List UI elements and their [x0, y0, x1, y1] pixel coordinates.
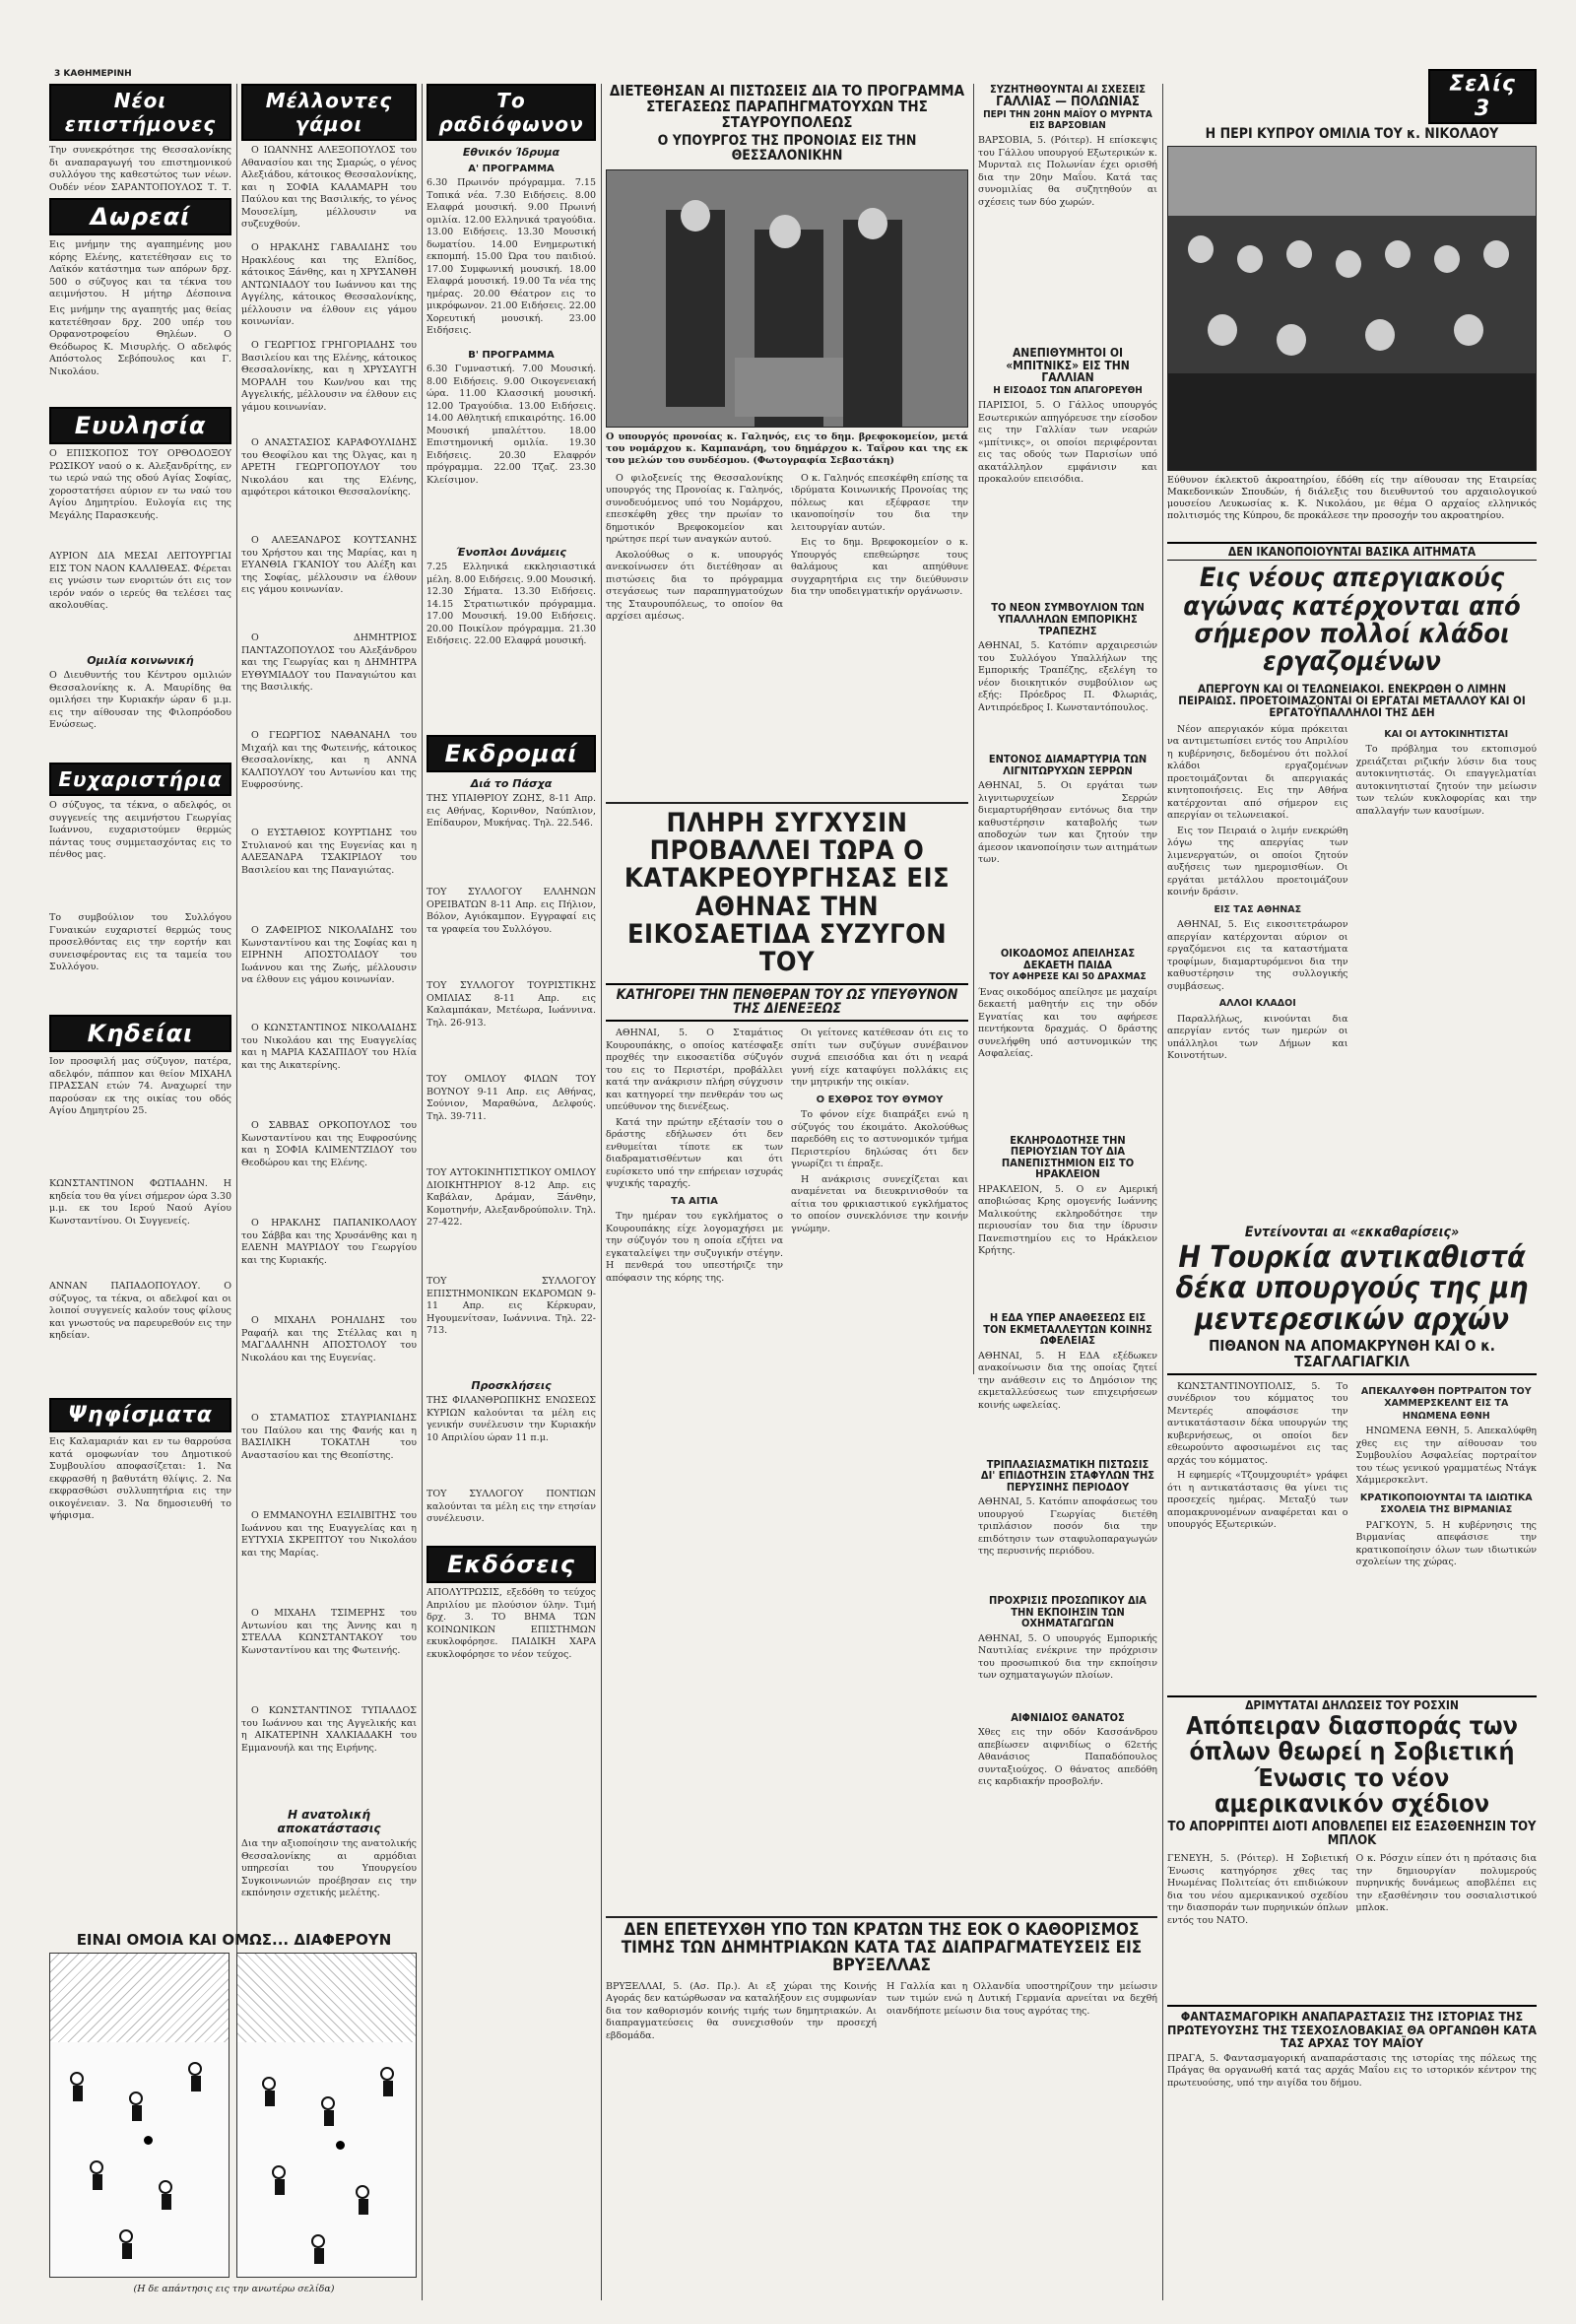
- subheading: Ένοπλοι Δυνάμεις: [456, 546, 566, 559]
- article-text: ΒΡΥΞΕΛΛΑΙ, 5. (Ασ. Πρ.). Αι εξ χώραι της Κοινής Αγοράς δεν κατώρθωσαν να καταλήξουν εις συμφωνίαν δια τον καθορισμόν κοινής τιμής των δημητριακών. Αι διαπραγματεύσεις θα συνεχισθούν την προσεχή εβδομάδα.: [606, 1980, 877, 2041]
- article-text: Ένας οικοδόμος απείλησε με μαχαίρι δεκαετή μαθητήν εις την οδόν Εγνατίας και του αφήρεσε πεντήκοντα δραχμάς. Ο δράστης συνελήφθη υπό αστυνομικών της Ασφαλείας.: [978, 986, 1157, 1060]
- section-heading: Ψηφίσματα: [49, 1398, 231, 1432]
- excursion-item: ΤΗΣ ΥΠΑΙΘΡΙΟΥ ΖΩΗΣ, 8-11 Απρ. εις Αθήνας, Κορινθον, Ναύπλιον, Επίδαυρον, Μυκήνας. Τηλ. 22.546.: [427, 793, 596, 829]
- excursion-item: ΤΟΥ ΣΥΛΛΟΓΟΥ ΤΟΥΡΙΣΤΙΚΗΣ ΟΜΙΛΙΑΣ 8-11 Απρ. εις Καλαμπάκαν, Μετέωρα, Ιωάννινα. Τηλ. 26-913.: [427, 980, 596, 1029]
- excursion-item: ΤΟΥ ΣΥΛΛΟΓΟΥ ΕΛΛΗΝΩΝ ΟΡΕΙΒΑΤΩΝ 8-11 Απρ. εις Πήλιον, Βόλον, Αγιόκαμπον. Εγγραφαί εις τα γραφεία του Συλλόγου.: [427, 887, 596, 935]
- article-columns: [606, 1981, 1157, 2306]
- article-text: Ο σύζυγος, τα τέκνα, ο αδελφός, οι συγγενείς της αειμνήστου Γεωργίας Ιωάννου, ευχαριστούμεν θερμώς πάντας τους συμμετασχόντας εις το πένθος μας.: [49, 800, 231, 860]
- article-text: Η Γαλλία και η Ολλανδία υποστηρίζουν την μείωσιν των τιμών ενώ η Δυτική Γερμανία αρνείται να δεχθή οιανδήποτε μείωσιν δια τους αγρότας της.: [886, 1980, 1157, 2017]
- headline-sub: ΠΙΘΑΝΟΝ ΝΑ ΑΠΟΜΑΚΡΥΝΘΗ ΚΑΙ Ο κ. ΤΣΑΓΛΑΓΙΑΓΚΙΛ: [1167, 1339, 1537, 1375]
- photo-minister-visit: [606, 169, 968, 428]
- article-text: Νέον απεργιακόν κύμα πρόκειται να αντιμετωπίσει εντός του Απριλίου η κυβέρνησις, δεδομένου ότι πολλοί κλάδοι εργαζομένων προετοιμάζονται δι απεργιακάς κινητοποιήσεις. Εις την Αθήνα κατέρχονται από σήμερον εις απεργίαν οι τελωνειακοί. Εις τον Πειραιά ο λιμήν ενεκρώθη λόγω της απεργίας των λιμενεργατών, οι οποίοι ζητούν αυξήσεις των ημερομισθίων. Οι εργάται μετάλλου προετοιμάζουν κοινήν δράσιν. ΕΙΣ ΤΑΣ ΑΘΗΝΑΣ ΑΘΗΝΑΙ, 5. Εις εικοσιτετράωρον απεργίαν κατέρχονται αύριον οι εργαζόμενοι εις τα καταστήματα τροφίμων, διαμαρτυρόμενοι δια την καθυστέρησιν της συλλογικής συμβάσεως. ΑΛΛΟΙ ΚΛΑΔΟΙ Παραλλήλως, κινούνται δια απεργίαν εντός των ημερών οι υπάλληλοι των Δήμων και Κοινοτήτων.: [1167, 723, 1348, 1062]
- article-columns: [1167, 1853, 1537, 2001]
- notice: Ο ΙΩΑΝΝΗΣ ΑΛΕΞΟΠΟΥΛΟΣ του Αθανασίου και της Σμαρώς, ο γένος Αλεξιάδου, κάτοικος Θεσσαλονίκης, και η ΣΟΦΙΑ ΚΑΛΑΜΑΡΗ του Παύλου και της Βασιλικής, το γένος Μουσελίμη, μέλλουσιν να συζευχθούν.: [241, 145, 417, 230]
- notice: Ο ΕΜΜΑΝΟΥΗΛ ΕΞΙΛΙΒΙΤΗΣ του Ιωάννου και της Ευαγγελίας και η ΕΥΤΥΧΙΑ ΣΚΡΕΠΤΟΥ του Νικολάου και της Μαρίας.: [241, 1510, 417, 1559]
- article-text: ΚΩΝΣΤΑΝΤΙΝΟΥΠΟΛΙΣ, 5. Το συνέδριον του κόμματος του Μεντερές αποφάσισε την αντικατάστασιν δέκα υπουργών της κυβερνήσεως, οι οποίοι δεν εθεωρούντο αφοσιωμένοι εις τας αρχάς του κόμματος. Η εφημερίς «Τζουμχουριέτ» γράφει ότι η αντικατάστασις θα γίνει τις προσεχείς ημέρας. Μεταξύ των απομακρυνομένων αναφέρεται και ο υπουργός Εξωτερικών.: [1167, 1380, 1348, 1531]
- column-rule: [601, 84, 602, 2300]
- headline: ΕΝΤΟΝΟΣ ΔΙΑΜΑΡΤΥΡΙΑ ΤΩΝ ΛΙΓΝΙΤΩΡΥΧΩΝ ΣΕΡΡΩΝ: [988, 753, 1148, 777]
- notice: Ο ΣΤΑΜΑΤΙΟΣ ΣΤΑΥΡΙΑΝΙΔΗΣ του Παύλου και της Φανής και η ΒΑΣΙΛΙΚΗ ΤΟΚΑΤΛΗ του Αναστασίου και της Θεοπίστης.: [241, 1413, 417, 1461]
- section-heading: Μέλλοντες γάμοι: [241, 84, 417, 141]
- section-heading: Εκδόσεις: [427, 1546, 596, 1583]
- article-text: Ο ΕΠΙΣΚΟΠΟΣ ΤΟΥ ΟΡΘΟΔΟΞΟΥ ΡΩΣΙΚΟΥ ναού ο κ. Αλεξανδρίτης, εν τω ιερώ ναώ της οδού Αγίας Σοφίας, χοροστατήσει αύριον εν τω ναώ του Αγίου Δημητρίου. Ευλογία εις της Μεγάλης Παρασκευής.: [49, 448, 231, 521]
- section-heading: Κηδείαι: [49, 1015, 231, 1052]
- column-rule: [1162, 84, 1163, 2300]
- article-text: Χθες εις την οδόν Κασσάνδρου απεβίωσεν αιφνιδίως ο 62ετής Αθανάσιος Παπαδόπουλος συνταξιούχος. Ο θάνατος απεδόθη εις καρδιακήν προσβολήν.: [978, 1727, 1157, 1788]
- article-text: ΑΝΝΑΝ ΠΑΠΑΔΟΠΟΥΛΟΥ. Ο σύζυγος, τα τέκνα, οι αδελφοί και οι λοιποί συγγενείς καλούν τους φίλους και γνωστούς να παρευρεθούν εις την κηδείαν.: [49, 1281, 231, 1341]
- notice: Ο ΚΩΝΣΤΑΝΤΙΝΟΣ ΝΙΚΟΛΑΙΔΗΣ του Νικολάου και της Ευαγγελίας και η ΜΑΡΙΑ ΚΑΣΑΠΙΔΟΥ του Ηλία και της Αικατερίνης.: [241, 1023, 417, 1071]
- headline-main: ΠΛΗΡΗ ΣΥΓΧΥΣΙΝ ΠΡΟΒΑΛΛΕΙ ΤΩΡΑ Ο ΚΑΤΑΚΡΕΟΥΡΓΗΣΑΣ ΕΙΣ ΑΘΗΝΑΣ ΤΗΝ ΕΙΚΟΣΑΕΤΙΔΑ ΣΥΖΥΓΟΝ ΤΟΥ: [624, 807, 951, 978]
- article-text: Ο Διευθυντής του Κέντρου ομιλιών Θεσσαλονίκης κ. Α. Μαυρίδης θα ομιλήσει την Κυριακήν ώραν 6 μ.μ. εις την αίθουσαν της Φιλοπρόοδου Ενώσεως.: [49, 670, 231, 730]
- article-text: Την συνεκρότησε της Θεσσαλονίκης δι αναπαραγωγή του επιστημονικού συλλόγου της καθεστώτος των νέων. Ουδέν νέον ΣΑΡΑΝΤΟΠΟΥΛΟΣ Τ. Τ.: [49, 145, 231, 193]
- section-heading: Δωρεαί: [49, 198, 231, 235]
- headline-sub: ΤΟ ΑΠΟΡΡΙΠΤΕΙ ΔΙΟΤΙ ΑΠΟΒΛΕΠΕΙ ΕΙΣ ΕΞΑΣΘΕΝΗΣΙΝ ΤΟΥ ΜΠΛΟΚ: [1167, 1820, 1537, 1848]
- article-text: ΑΘΗΝΑΙ, 5. Ο υπουργός Εμπορικής Ναυτιλίας ενέκρινε την πρόχρισιν του προσωπικού δια την εκποίησιν των οχηματαγωγών πλοίων.: [978, 1632, 1157, 1682]
- article-text: ΚΩΝΣΤΑΝΤΙΝΟΝ ΦΩΤΙΑΔΗΝ. Η κηδεία του θα γίνει σήμερον ώρα 3.30 μ.μ. εκ του Ιερού Ναού Αγίου Κωνσταντίνου. Οι Συγγενείς.: [49, 1178, 231, 1227]
- subheading: Εθνικόν Ίδρυμα: [462, 146, 560, 159]
- column-3: [427, 84, 596, 2300]
- column-2: [241, 84, 417, 1921]
- article-text: ΑΘΗΝΑΙ, 5. Ο Σταμάτιος Κουρουπάκης, ο οποίος κατέσφαξε προχθές την εικοσαετίδα σύζυγόν του εις το Περιστέρι, προβάλλει κατά την ανάκρισιν πλήρη σύγχυσιν και κατηγορεί την πενθεράν του ως υπεύθυνον της διενέξεως. Κατά την πρώτην εξέτασίν του ο δράστης εδήλωσεν ότι δεν ενθυμείται τίποτε εκ των διαδραματισθέντων και ότι ευρίσκετο υπό την επήρειαν ισχυράς ψυχικής ταραχής. ΤΑ ΑΙΤΙΑ Την ημέραν του εγκλήματος ο Κουρουπάκης είχε λογομαχήσει με την σύζυγόν του η οποία εζήτει να εγκαταλείψει την συζυγικήν στέγην. Η πενθερά του υπεστήριζε την απόφασιν της κόρης της.: [606, 1028, 783, 1284]
- radio-schedule: 6.30 Πρωινόν πρόγραμμα. 7.15 Τοπικά νέα. 7.30 Ειδήσεις. 8.00 Ελαφρά μουσική. 9.00 Πρωινή ομιλία. 12.00 Ελληνικά τραγούδια. 13.00 Ειδήσεις. 13.30 Μουσική δωματίου. 14.00 Ενημερωτική εκπομπή. 15.00 Ώρα του παιδιού. 17.00 Συμφωνική μουσική. 18.00 Ελαφρά μουσική. 19.00 Τα νέα της ημέρας. 20.00 Θέατρον εις το μικρόφωνον. 21.00 Ειδήσεις. 22.00 Χορευτική μουσική. 23.00 Ειδήσεις.: [427, 177, 596, 336]
- section-heading: Εκδρομαί: [427, 735, 596, 772]
- notice: Ο ΓΕΩΡΓΙΟΣ ΓΡΗΓΟΡΙΑΔΗΣ του Βασιλείου και της Ελένης, κάτοικος Θεσσαλονίκης, και η ΧΡΥΣΑΥΓΗ ΜΟΡΑΛΗ του Κων/νου και της Αγγελικής, μέλλουσιν να έλθουν εις γάμου κοινωνίαν.: [241, 340, 417, 413]
- article-text: Ο φιλοξενείς της Θεσσαλονίκης υπουργός της Προνοίας κ. Γαληνός, συνοδευόμενος υπό του Νομάρχου, επεσκέφθη χθες την πρωίαν το δημοτικόν Βρεφοκομείον και ηρώτησε περί των αναγκών αυτού. Ακολούθως ο κ. υπουργός ανεκοίνωσεν ότι διετέθησαν αι πιστώσεις δια το πρόγραμμα στεγάσεως των παραπηγματούχων της Σταυρουπόλεως, το οποίον θα αρχίσει αμέσως.: [606, 472, 783, 623]
- article-text: ΗΡΑΚΛΕΙΟΝ, 5. Ο εν Αμερική αποβιώσας Κρης ομογενής Ιωάννης Μαλικούτης εκληροδότησε την περιουσίαν του δια την ίδρυσιν Πανεπιστημίου εις το Ηράκλειον Κρήτης.: [978, 1183, 1157, 1257]
- notices-list: [241, 145, 417, 1803]
- headline-sub: ΤΟΥ ΑΦΗΡΕΣΕ ΚΑΙ 50 ΔΡΑΧΜΑΣ: [989, 971, 1147, 983]
- section-heading: Το ραδιόφωνον: [427, 84, 596, 141]
- photo-caption: Εύθυνον έκλεκτοῦ ἀκροατηρίου, έδόθη είς την αίθουσαν της Εταιρείας Μακεδονικών Σπουδών, ή διάλεξις του διευθυντού του αρχαιολογικού μουσείου Λευκωσίας κ. Κ. Νικολάου, με θέμα Ο αρχαίος ελληνικός πολιτισμός της Κύπρου, δε προκάλεσε την προσοχήν του ακροατηρίου.: [1167, 474, 1537, 521]
- cartoon-caption: (Η δε απάντησις εις την ανωτέρω σελίδα): [133, 2284, 335, 2294]
- headline: ΠΡΟΧΡΙΣΙΣ ΠΡΟΣΩΠΙΚΟΥ ΔΙΑ ΤΗΝ ΕΚΠΟΙΗΣΙΝ ΤΩΝ ΟΧΗΜΑΤΑΓΩΓΩΝ: [989, 1594, 1147, 1630]
- article-text: ΑΘΗΝΑΙ, 5. Η ΕΔΑ εξέδωκεν ανακοίνωσιν δια της οποίας ζητεί την ανάθεσιν εις το Δημόσιον της εκμεταλλεύσεως των επιχειρήσεων κοινής ωφελείας.: [978, 1350, 1157, 1411]
- article-text: Ιον προσφιλή μας σύζυγον, πατέρα, αδελφόν, πάππον και θείον ΜΙΧΑΗΛ ΠΡΑΣΣΑΝ ετών 74. Αναχωρεί την παρούσαν εκ της οικίας του οδός Αγίου Δημητρίου 25.: [49, 1056, 231, 1116]
- headline: ΦΑΝΤΑΣΜΑΓΟΡΙΚΗ ΑΝΑΠΑΡΑΣΤΑΣΙΣ ΤΗΣ ΙΣΤΟΡΙΑΣ ΤΗΣ ΠΡΩΤΕΥΟΥΣΗΣ ΤΗΣ ΤΣΕΧΟΣΛΟΒΑΚΙΑΣ ΘΑ ΟΡΓΑΝΩΘΗ ΚΑΤΑ ΤΑΣ ΑΡΧΑΣ ΤΟΥ ΜΑΪΟΥ: [1167, 2005, 1537, 2048]
- notice: Ο ΗΡΑΚΛΗΣ ΠΑΠΑΝΙΚΟΛΑΟΥ του Σάββα και της Χρυσάνθης και η ΕΛΕΝΗ ΜΑΥΡΙΔΟΥ του Γεωργίου και της Κυριακής.: [241, 1218, 417, 1266]
- headline: ΤΡΙΠΛΑΣΙΑΣΜΑΤΙΚΗ ΠΙΣΤΩΣΙΣ ΔΙ' ΕΠΙΔΟΤΗΣΙΝ ΣΤΑΦΥΛΩΝ ΤΗΣ ΠΕΡΥΣΙΝΗΣ ΠΕΡΙΟΔΟΥ: [980, 1457, 1155, 1494]
- article-text: ΠΑΡΙΣΙΟΙ, 5. Ο Γάλλος υπουργός Εσωτερικών απηγόρευσε την είσοδον εις την Γαλλίαν των νεαρών «μπίτνικς», οι οποίοι περιφέρονται εις τας οδούς των Παρισίων υπό ακατάλληλον εμφάνισιν και προκαλούν επεισόδια.: [978, 400, 1157, 486]
- bottom-article: [606, 1916, 1157, 2306]
- cartoon-panel-right: [236, 1953, 417, 2278]
- excursion-item: ΤΟΥ ΑΥΤΟΚΙΝΗΤΙΣΤΙΚΟΥ ΟΜΙΛΟΥ ΔΙΟΙΚΗΤΗΡΙΟΥ 8-12 Απρ. εις Καβάλαν, Δράμαν, Ξάνθην, Κομοτηνήν, Αλεξανδρούπολιν. Τηλ. 27-422.: [427, 1167, 596, 1228]
- notice: Ο ΔΗΜΗΤΡΙΟΣ ΠΑΝΤΑΖΟΠΟΥΛΟΣ του Αλεξάνδρου και της Γεωργίας και η ΔΗΜΗΤΡΑ ΕΥΘΥΜΙΑΔΟΥ του Παναγιώτου και της Βασιλικής.: [241, 632, 417, 693]
- article-text: Ο κ. Ρόσχιν είπεν ότι η πρότασις δια την δημιουργίαν πολυμερούς πυρηνικής δυνάμεως αποβλέπει εις την εξασθένησιν του σοσιαλιστικού μπλοκ.: [1355, 1853, 1537, 1914]
- ball-icon: [144, 2136, 153, 2145]
- article-text: Οι γείτονες κατέθεσαν ότι εις το σπίτι των συζύγων συνέβαινον συχνά επεισόδια και ότι η νεαρά γυνή είχε καταφύγει πολλάκις εις την μητρικήν της οικίαν. Ο ΕΧΘΡΟΣ ΤΟΥ ΘΥΜΟΥ Το φόνον είχε διαπράξει ενώ η σύζυγός του έκοιμάτο. Ακολούθως παρεδόθη εις το αστυνομικόν τμήμα Περιστερίου δηλώσας ότι δεν γνωρίζει τι έπραξε. Η ανάκρισις συνεχίζεται και αναμένεται να διευκρινισθούν τα αίτια του φρικιαστικού εγκλήματος το οποίον συνεκλόνισε την κοινήν γνώμην.: [791, 1028, 968, 1234]
- program-heading: Β' ΠΡΟΓΡΑΜΜΑ: [468, 350, 555, 361]
- cartoon-panel-left: [49, 1953, 230, 2278]
- column-1: [49, 84, 231, 1921]
- article-columns: [606, 1028, 968, 1550]
- section-heading: Νέοι επιστήμονες: [49, 84, 231, 141]
- article-text: ΒΑΡΣΟΒΙΑ, 5. (Ρόιτερ). Η επίσκεψις του Γάλλου υπουργού Εξωτερικών κ. Μυρνταλ εις Πολωνίαν έχει ορισθή δια την 20ην Μαΐου. Κατά τας συνομιλίας θα συζητηθούν αι σχέσεις των δύο χωρών.: [978, 135, 1157, 208]
- subheading: Η ανατολική αποκατάστασις: [277, 1808, 381, 1835]
- subheading: Ομιλία κοινωνική: [87, 654, 194, 667]
- excursion-item: ΤΟΥ ΟΜΙΛΟΥ ΦΙΛΩΝ ΤΟΥ ΒΟΥΝΟΥ 9-11 Απρ. εις Αθήνας, Σούνιον, Μαραθώνα, Δελφούς. Τηλ. 39-711.: [427, 1074, 596, 1122]
- article-text: Δια την αξιοποίησιν της ανατολικής Θεσσαλονίκης αι αρμόδιαι υπηρεσίαι του Υπουργείου Συγκοινωνιών προέβησαν εις την εκπόνησιν σχετικής μελέτης.: [241, 1838, 417, 1898]
- notice: Ο ΣΑΒΒΑΣ ΟΡΚΟΠΟΥΛΟΣ του Κωνσταντίνου και της Ευφροσύνης και η ΣΟΦΙΑ ΚΛΙΜΕΝΤΖΙΔΟΥ του Θεοδώρου και της Ελένης.: [241, 1120, 417, 1168]
- headline-main: Απόπειραν διασποράς των όπλων θεωρεί η Σοβιετική Ένωσις το νέον αμερικανικόν σχέδιον: [1186, 1711, 1518, 1818]
- headline-sub: ΠΕΡΙ ΤΗΝ 20ΗΝ ΜΑΪΟΥ Ο ΜΥΡΝΤΑ ΕΙΣ ΒΑΡΣΟΒΙΑΝ: [983, 109, 1152, 131]
- program-heading: Α' ΠΡΟΓΡΑΜΜΑ: [468, 164, 555, 174]
- column-rule: [422, 84, 423, 2300]
- headline: ΑΙΦΝΙΔΙΟΣ ΘΑΝΑΤΟΣ: [1011, 1710, 1125, 1724]
- article-text: Το συμβούλιον του Συλλόγου Γυναικών ευχαριστεί θερμώς τους προσελθόντας εις την εορτήν και συνεισφέροντας εις τα ταμεία του Συλλόγου.: [49, 912, 231, 972]
- headline: ΕΚΛΗΡΟΔΟΤΗΣΕ ΤΗΝ ΠΕΡΙΟΥΣΙΑΝ ΤΟΥ ΔΙΑ ΠΑΝΕΠΙΣΤΗΜΙΟΝ ΕΙΣ ΤΟ ΗΡΑΚΛΕΙΟΝ: [1001, 1133, 1135, 1181]
- article-text: ΑΘΗΝΑΙ, 5. Οι εργάται των λιγνιτωρυχείων Σερρών διεμαρτυρήθησαν εντόνως δια την καθυστέρησιν καταβολής των αποδοχών των και ζητούν την άμεσον ικανοποίησιν των αιτημάτων των.: [978, 780, 1157, 866]
- headline-sub: ΑΠΕΡΓΟΥΝ ΚΑΙ ΟΙ ΤΕΛΩΝΕΙΑΚΟΙ. ΕΝΕΚΡΩΘΗ Ο ΛΙΜΗΝ ΠΕΙΡΑΙΩΣ. ΠΡΟΕΤΟΙΜΑΖΟΝΤΑΙ ΟΙ ΕΡΓΑΤΑΙ ΜΕΤΑΛΛΟΥ ΚΑΙ ΟΙ ΕΡΓΑΤΟΫΠΑΛΛΗΛΟΙ ΤΗΣ ΔΕΗ: [1178, 681, 1526, 719]
- headline-pre: Εντείνονται αι «εκκαθαρίσεις»: [1244, 1224, 1460, 1240]
- article-text: ΑΠΕΚΑΛΥΦΘΗ ΠΟΡΤΡΑΙΤΟΝ ΤΟΥ ΧΑΜΜΕΡΣΚΕΛΝΤ ΕΙΣ ΤΑ ΗΝΩΜΕΝΑ ΕΘΝΗ ΗΝΩΜΕΝΑ ΕΘΝΗ, 5. Απεκαλύφθη χθες εις την αίθουσαν του Συμβουλίου Ασφαλείας πορτραίτον του τέως γενικού γραμματέως Ντάγκ Χάμμερσκελντ. ΚΡΑΤΙΚΟΠΟΙΟΥΝΤΑΙ ΤΑ ΙΔΙΩΤΙΚΑ ΣΧΟΛΕΙΑ ΤΗΣ ΒΙΡΜΑΝΙΑΣ ΡΑΓΚΟΥΝ, 5. Η κυβέρνησις της Βιρμανίας απεφάσισε την κρατικοποίησιν όλων των ιδιωτικών σχολείων της χώρας.: [1355, 1385, 1537, 1568]
- invitation-item: ΤΟΥ ΣΥΛΛΟΓΟΥ ΠΟΝΤΙΩΝ καλούνται τα μέλη εις την ετησίαν συνέλευσιν.: [427, 1489, 596, 1524]
- headline-pre: ΔΕΝ ΙΚΑΝΟΠΟΙΟΥΝΤΑΙ ΒΑΣΙΚΑ ΑΙΤΗΜΑΤΑ: [1167, 542, 1537, 562]
- headline-sub: Η ΕΙΣΟΔΟΣ ΤΩΝ ΑΠΑΓΟΡΕΥΘΗ: [993, 384, 1143, 396]
- headline: ΓΑΛΛΙΑΣ — ΠΟΛΩΝΙΑΣ: [996, 94, 1140, 109]
- subheading: Προσκλήσεις: [471, 1379, 552, 1392]
- photo-lecture-audience: [1167, 146, 1537, 471]
- notice: Ο ΖΑΦΕΙΡΙΟΣ ΝΙΚΟΛΑΪΔΗΣ του Κωνσταντίνου και της Σοφίας και η ΕΙΡΗΝΗ ΑΠΟΣΤΟΛΙΔΟΥ του Ιωάννου και της Ζωής, μέλλουσιν να έλθουν εις γάμου κοινωνίαν.: [241, 925, 417, 985]
- article-text: ΠΡΑΓΑ, 5. Φαντασμαγορική αναπαράστασις της ιστορίας της πόλεως της Πράγας θα οργανωθή κατά τας αρχάς Μαΐου εις το ιστορικόν κέντρον της πρωτευούσης, υπό την αιγίδα του δήμου.: [1167, 2052, 1537, 2089]
- cartoon-block: [49, 1931, 419, 2305]
- notice: Ο ΜΙΧΑΗΛ ΡΟΗΛΙΔΗΣ του Ραφαήλ και της Στέλλας και η ΜΑΓΔΑΛΗΝΗ ΑΠΟΣΤΟΛΟΥ του Νικολάου και της Ευγενίας.: [241, 1315, 417, 1363]
- excursion-item: ΤΟΥ ΣΥΛΛΟΓΟΥ ΕΠΙΣΤΗΜΟΝΙΚΩΝ ΕΚΔΡΟΜΩΝ 9-11 Απρ. εις Κέρκυραν, Ηγουμενίτσαν, Ιωάννινα. Τηλ. 22-713.: [427, 1276, 596, 1336]
- headline-main: Η Τουρκία αντικαθιστά δέκα υπουργούς της μη μεντερεσικών αρχών: [1175, 1239, 1529, 1337]
- headline-main: Εις νέους απεργιακούς αγώνας κατέρχονται από σήμερον πολλοί κλάδοι εργαζομένων: [1183, 563, 1521, 678]
- notice: Ο ΓΕΩΡΓΙΟΣ ΝΑΘΑΝΑΗΛ του Μιχαήλ και της Φωτεινής, κάτοικος Θεσσαλονίκης, και η ΑΝΝΑ ΚΑΛΠΟΥΛΟΥ του Αντωνίου και της Ευφροσύνης.: [241, 730, 417, 790]
- column-5: [978, 84, 1157, 1906]
- headline: Η ΕΔΑ ΥΠΕΡ ΑΝΑΘΕΣΕΩΣ ΕΙΣ ΤΟΝ ΕΚΜΕΤΑΛΛΕΥΤΩΝ ΚΟΙΝΗΣ ΩΦΕΛΕΙΑΣ: [983, 1310, 1152, 1348]
- headline: ΤΟ ΝΕΟΝ ΣΥΜΒΟΥΛΙΟΝ ΤΩΝ ΥΠΑΛΛΗΛΩΝ ΕΜΠΟΡΙΚΗΣ ΤΡΑΠΕΖΗΣ: [991, 601, 1145, 637]
- headline: Η ΠΕΡΙ ΚΥΠΡΟΥ ΟΜΙΛΙΑ ΤΟΥ κ. ΝΙΚΟΛΑΟΥ: [1205, 126, 1499, 142]
- headline-pre: ΣΥΖΗΤΗΘΟΥΝΤΑΙ ΑΙ ΣΧΕΣΕΙΣ: [989, 84, 1147, 96]
- column-rule: [973, 84, 974, 1374]
- article-text: Εις μνήμην της αγαπημένης μου κόρης Ελένης, κατετέθησαν εις το Λαϊκόν κατάστημα των απόρων δρχ. 500 ο σύζυγος και τα τέκνα του αειμνήστου. Η μήτηρ Δέσποινα: [49, 239, 231, 299]
- headline-sub: ΚΑΤΗΓΟΡΕΙ ΤΗΝ ΠΕΝΘΕΡΑΝ ΤΟΥ ΩΣ ΥΠΕΥΘΥΝΟΝ ΤΗΣ ΔΙΕΝΕΞΕΩΣ: [606, 983, 968, 1022]
- notice: Ο ΕΥΣΤΑΘΙΟΣ ΚΟΥΡΤΙΔΗΣ του Στυλιανού και της Ευγενίας και η ΑΛΕΞΑΝΔΡΑ ΤΣΑΚΙΡΙΔΟΥ του Βασιλείου και της Παναγιώτας.: [241, 828, 417, 876]
- headline: ΔΙΕΤΕΘΗΣΑΝ ΑΙ ΠΙΣΤΩΣΕΙΣ ΔΙΑ ΤΟ ΠΡΟΓΡΑΜΜΑ ΣΤΕΓΑΣΕΩΣ ΠΑΡΑΠΗΓΜΑΤΟΥΧΩΝ ΤΗΣ ΣΤΑΥΡΟΥΠΟΛΕΩΣ: [609, 84, 965, 131]
- page-number: 3 ΚΑΘΗΜΕΡΙΝΗ: [54, 69, 132, 79]
- article-text: ΚΑΙ ΟΙ ΑΥΤΟΚΙΝΗΤΙΣΤΑΙ Το πρόβλημα του εκτοπισμού χρειάζεται ριζικήν λύσιν δια τους αυτοκινητιστάς. Οι επαγγελματίαι αυτοκινητισταί ζητούν την μείωσιν των τελών κυκλοφορίας και την απαλλαγήν των καυσίμων.: [1355, 728, 1537, 817]
- ball-icon: [336, 2141, 345, 2150]
- article-columns: [1167, 724, 1537, 1222]
- headline: ΔΕΝ ΕΠΕΤΕΥΧΘΗ ΥΠΟ ΤΩΝ ΚΡΑΤΩΝ ΤΗΣ ΕΟΚ Ο ΚΑΘΟΡΙΣΜΟΣ ΤΙΜΗΣ ΤΩΝ ΔΗΜΗΤΡΙΑΚΩΝ ΚΑΤΑ ΤΑΣ ΔΙΑΠΡΑΓΜΑΤΕΥΣΕΙΣ ΕΙΣ ΒΡΥΞΕΛΛΑΣ: [621, 1920, 1143, 1975]
- notice: Ο ΑΝΑΣΤΑΣΙΟΣ ΚΑΡΑΦΟΥΛΙΔΗΣ του Θεοφίλου και της Όλγας, και η ΑΡΕΤΗ ΓΕΩΡΓΟΠΟΥΛΟΥ του Νικολάου και της Ελένης, αμφότεροι κάτοικοι Θεσσαλονίκης.: [241, 437, 417, 498]
- article-text: Εις Καλαμαριάν και εν τω θαρρούσα κατά ομοφωνίαν του Δημοτικού Συμβουλίου αποφασίζεται: 1. Να εκφρασθή η βαθυτάτη θλίψις. 2. Να εκφρασθώσι συλλυπητήρια εις την οικογένειαν. 3. Να δημοσιευθή το ψήφισμα.: [49, 1436, 231, 1521]
- notice: Ο ΚΩΝΣΤΑΝΤΙΝΟΣ ΤΥΠΑΛΔΟΣ του Ιωάννου και της Αγγελικής και η ΑΙΚΑΤΕΡΙΝΗ ΧΑΛΚΙΑΔΑΚΗ του Εμμανουήλ και της Ειρήνης.: [241, 1705, 417, 1754]
- column-6: [1167, 69, 1537, 2305]
- column-rule: [236, 84, 237, 2054]
- radio-schedule: 6.30 Γυμναστική. 7.00 Μουσική. 8.00 Ειδήσεις. 9.00 Οικογενειακή ώρα. 11.00 Κλασσική μουσική. 12.00 Τραγούδια. 13.00 Ειδήσεις. 14.00 Αθλητική επικαιρότης. 16.00 Μουσική μπαλέττου. 18.00 Επιστημονική ομιλία. 19.30 Ειδήσεις. 20.30 Ελαφρόν πρόγραμμα. 22.00 Τζαζ. 23.30 Κλείσιμον.: [427, 364, 596, 486]
- article-text: ΑΥΡΙΟΝ ΔΙΑ ΜΕΣΑΙ ΛΕΙΤΟΥΡΓΙΑΙ ΕΙΣ ΤΟΝ ΝΑΟΝ ΚΑΛΛΙΘΕΑΣ. Φέρεται εις γνώσιν των ενοριτών ότι εις τον ιερόν ναόν ο ιερεύς θα τελέσει τας ακολουθίας.: [49, 551, 231, 611]
- headline-pre: ΔΡΙΜΥΤΑΤΑΙ ΔΗΛΩΣΕΙΣ ΤΟΥ ΡΟΣΧΙΝ: [1167, 1695, 1537, 1712]
- article-text: ΑΘΗΝΑΙ, 5. Κατόπιν αρχαιρεσιών του Συλλόγου Υπαλλήλων της Εμπορικής Τραπέζης, εξελέγη το νέον διοικητικόν συμβούλιον ως εξής: Πρόεδρος Π. Φλωριάς, Αντιπρόεδρος Ι. Κωνσταντόπουλος.: [978, 640, 1157, 713]
- headline: ΟΙΚΟΔΟΜΟΣ ΑΠΕΙΛΗΣΑΣ ΔΕΚΑΕΤΗ ΠΑΙΔΑ: [1000, 947, 1136, 971]
- cartoon-title: ΕΙΝΑΙ ΟΜΟΙΑ ΚΑΙ ΟΜΩΣ... ΔΙΑΦΕΡΟΥΝ: [76, 1931, 392, 1949]
- article-columns: [606, 473, 968, 798]
- invitation-item: ΤΗΣ ΦΙΛΑΝΘΡΩΠΙΚΗΣ ΕΝΩΣΕΩΣ ΚΥΡΙΩΝ καλούνται τα μέλη εις γενικήν συνέλευσιν την Κυριακήν 10 Απριλίου ώραν 11 π.μ.: [427, 1395, 596, 1443]
- article-text: Εις μνήμην της αγαπητής μας θείας κατετέθησαν δρχ. 200 υπέρ του Ορφανοτροφείου Θηλέων. Ο Θεόδωρος Κ. Μισυρλής. Ο αδελφός Απόστολος Σεβόπουλος και Γ. Νικολάου.: [49, 304, 231, 377]
- radio-schedule: 7.25 Ελληνικά εκκλησιαστικά μέλη. 8.00 Ειδήσεις. 9.00 Μουσική. 12.30 Σήματα. 13.30 Ειδήσεις. 14.15 Στρατιωτικόν πρόγραμμα. 17.00 Μουσική. 19.00 Ειδήσεις. 20.00 Ποικίλον πρόγραμμα. 21.30 Ειδήσεις. 22.00 Ελαφρά μουσική.: [427, 562, 596, 646]
- notice: Ο ΗΡΑΚΛΗΣ ΓΑΒΑΛΙΔΗΣ του Ηρακλέους και της Ελπίδος, κάτοικος Ξάνθης, και η ΧΡΥΣΑΝΘΗ ΑΝΤΩΝΙΑΔΟΥ του Ιωάννου και της Αγγέλης, κάτοικος Θεσσαλονίκης, μέλλουσιν να έλθουν εις γάμου κοινωνίαν.: [241, 242, 417, 327]
- section-heading: Ευυλησία: [49, 407, 231, 444]
- article-text: Ο κ. Γαληνός επεσκέφθη επίσης τα ιδρύματα Κοινωνικής Προνοίας της πόλεως και εξέφρασε την ικανοποίησίν του δια την λειτουργίαν αυτών. Εις το δημ. Βρεφοκομείον ο κ. Υπουργός επεθεώρησε τους θαλάμους και απηύθυνε συγχαρητήρια εις την διεύθυνσιν δια την υποδειγματικήν οργάνωσιν.: [791, 472, 968, 598]
- subheading: Διά το Πάσχα: [470, 777, 553, 790]
- article-text: ΓΕΝΕΥΗ, 5. (Ρόιτερ). Η Σοβιετική Ένωσις κατηγόρησε χθες τας Ηνωμένας Πολιτείας ότι επιδιώκουν δια του νέου αμερικανικού σχεδίου την διασποράν των πυρηνικών όπλων εντός του ΝΑΤΟ.: [1167, 1853, 1348, 1926]
- headline: ΑΝΕΠΙΘΥΜΗΤΟΙ ΟΙ «ΜΠΙΤΝΙΚΣ» ΕΙΣ ΤΗΝ ΓΑΛΛΙΑΝ: [1006, 346, 1130, 385]
- publications-text: ΑΠΟΛΥΤΡΩΣΙΣ, εξεδόθη το τεύχος Απριλίου με πλούσιον ύλην. Τιμή δρχ. 3. ΤΟ ΒΗΜΑ ΤΩΝ ΚΟΙΝΩΝΙΚΩΝ ΕΠΙΣΤΗΜΩΝ εκυκλοφόρησε. ΠΑΙΔΙΚΗ ΧΑΡΑ εκυκλοφόρησε το νέον τεύχος.: [427, 1587, 596, 1660]
- notice: Ο ΜΙΧΑΗΛ ΤΣΙΜΕΡΗΣ του Αντωνίου και της Άννης και η ΣΤΕΛΛΑ ΚΩΝΣΤΑΝΤΑΚΟΥ του Κωνσταντίνου και της Φωτεινής.: [241, 1608, 417, 1656]
- article-text: ΑΘΗΝΑΙ, 5. Κατόπιν αποφάσεως του υπουργού Γεωργίας διετέθη τριπλάσιον ποσόν δια την επιδότησιν των σταφυλοπαραγωγών της περυσινής περιόδου.: [978, 1496, 1157, 1558]
- article-columns: [1167, 1381, 1537, 1692]
- notice: Ο ΑΛΕΞΑΝΔΡΟΣ ΚΟΥΤΣΑΝΗΣ του Χρήστου και της Μαρίας, και η ΕΥΑΝΘΙΑ ΓΚΑΝΙΟΥ του Αλέξη και της Σοφίας, μέλλουσιν να έλθουν εις γάμου κοινωνίαν.: [241, 535, 417, 595]
- headline-sub: Ο ΥΠΟΥΡΓΟΣ ΤΗΣ ΠΡΟΝΟΙΑΣ ΕΙΣ ΤΗΝ ΘΕΣΣΑΛΟΝΙΚΗΝ: [657, 133, 917, 164]
- photo-caption: Ο υπουργός προνοίας κ. Γαληνός, εις το δημ. βρεφοκομείον, μετά του νομάρχου κ. Καμπανάρη, του δημάρχου κ. Ταΐρου και της εκ του μελών του συνδέσμου. (Φωτογραφία Σεβαστάκη): [606, 431, 968, 466]
- page-banner: Σελίς 3: [1428, 69, 1537, 124]
- section-heading: Ευχαριστήρια: [49, 763, 231, 796]
